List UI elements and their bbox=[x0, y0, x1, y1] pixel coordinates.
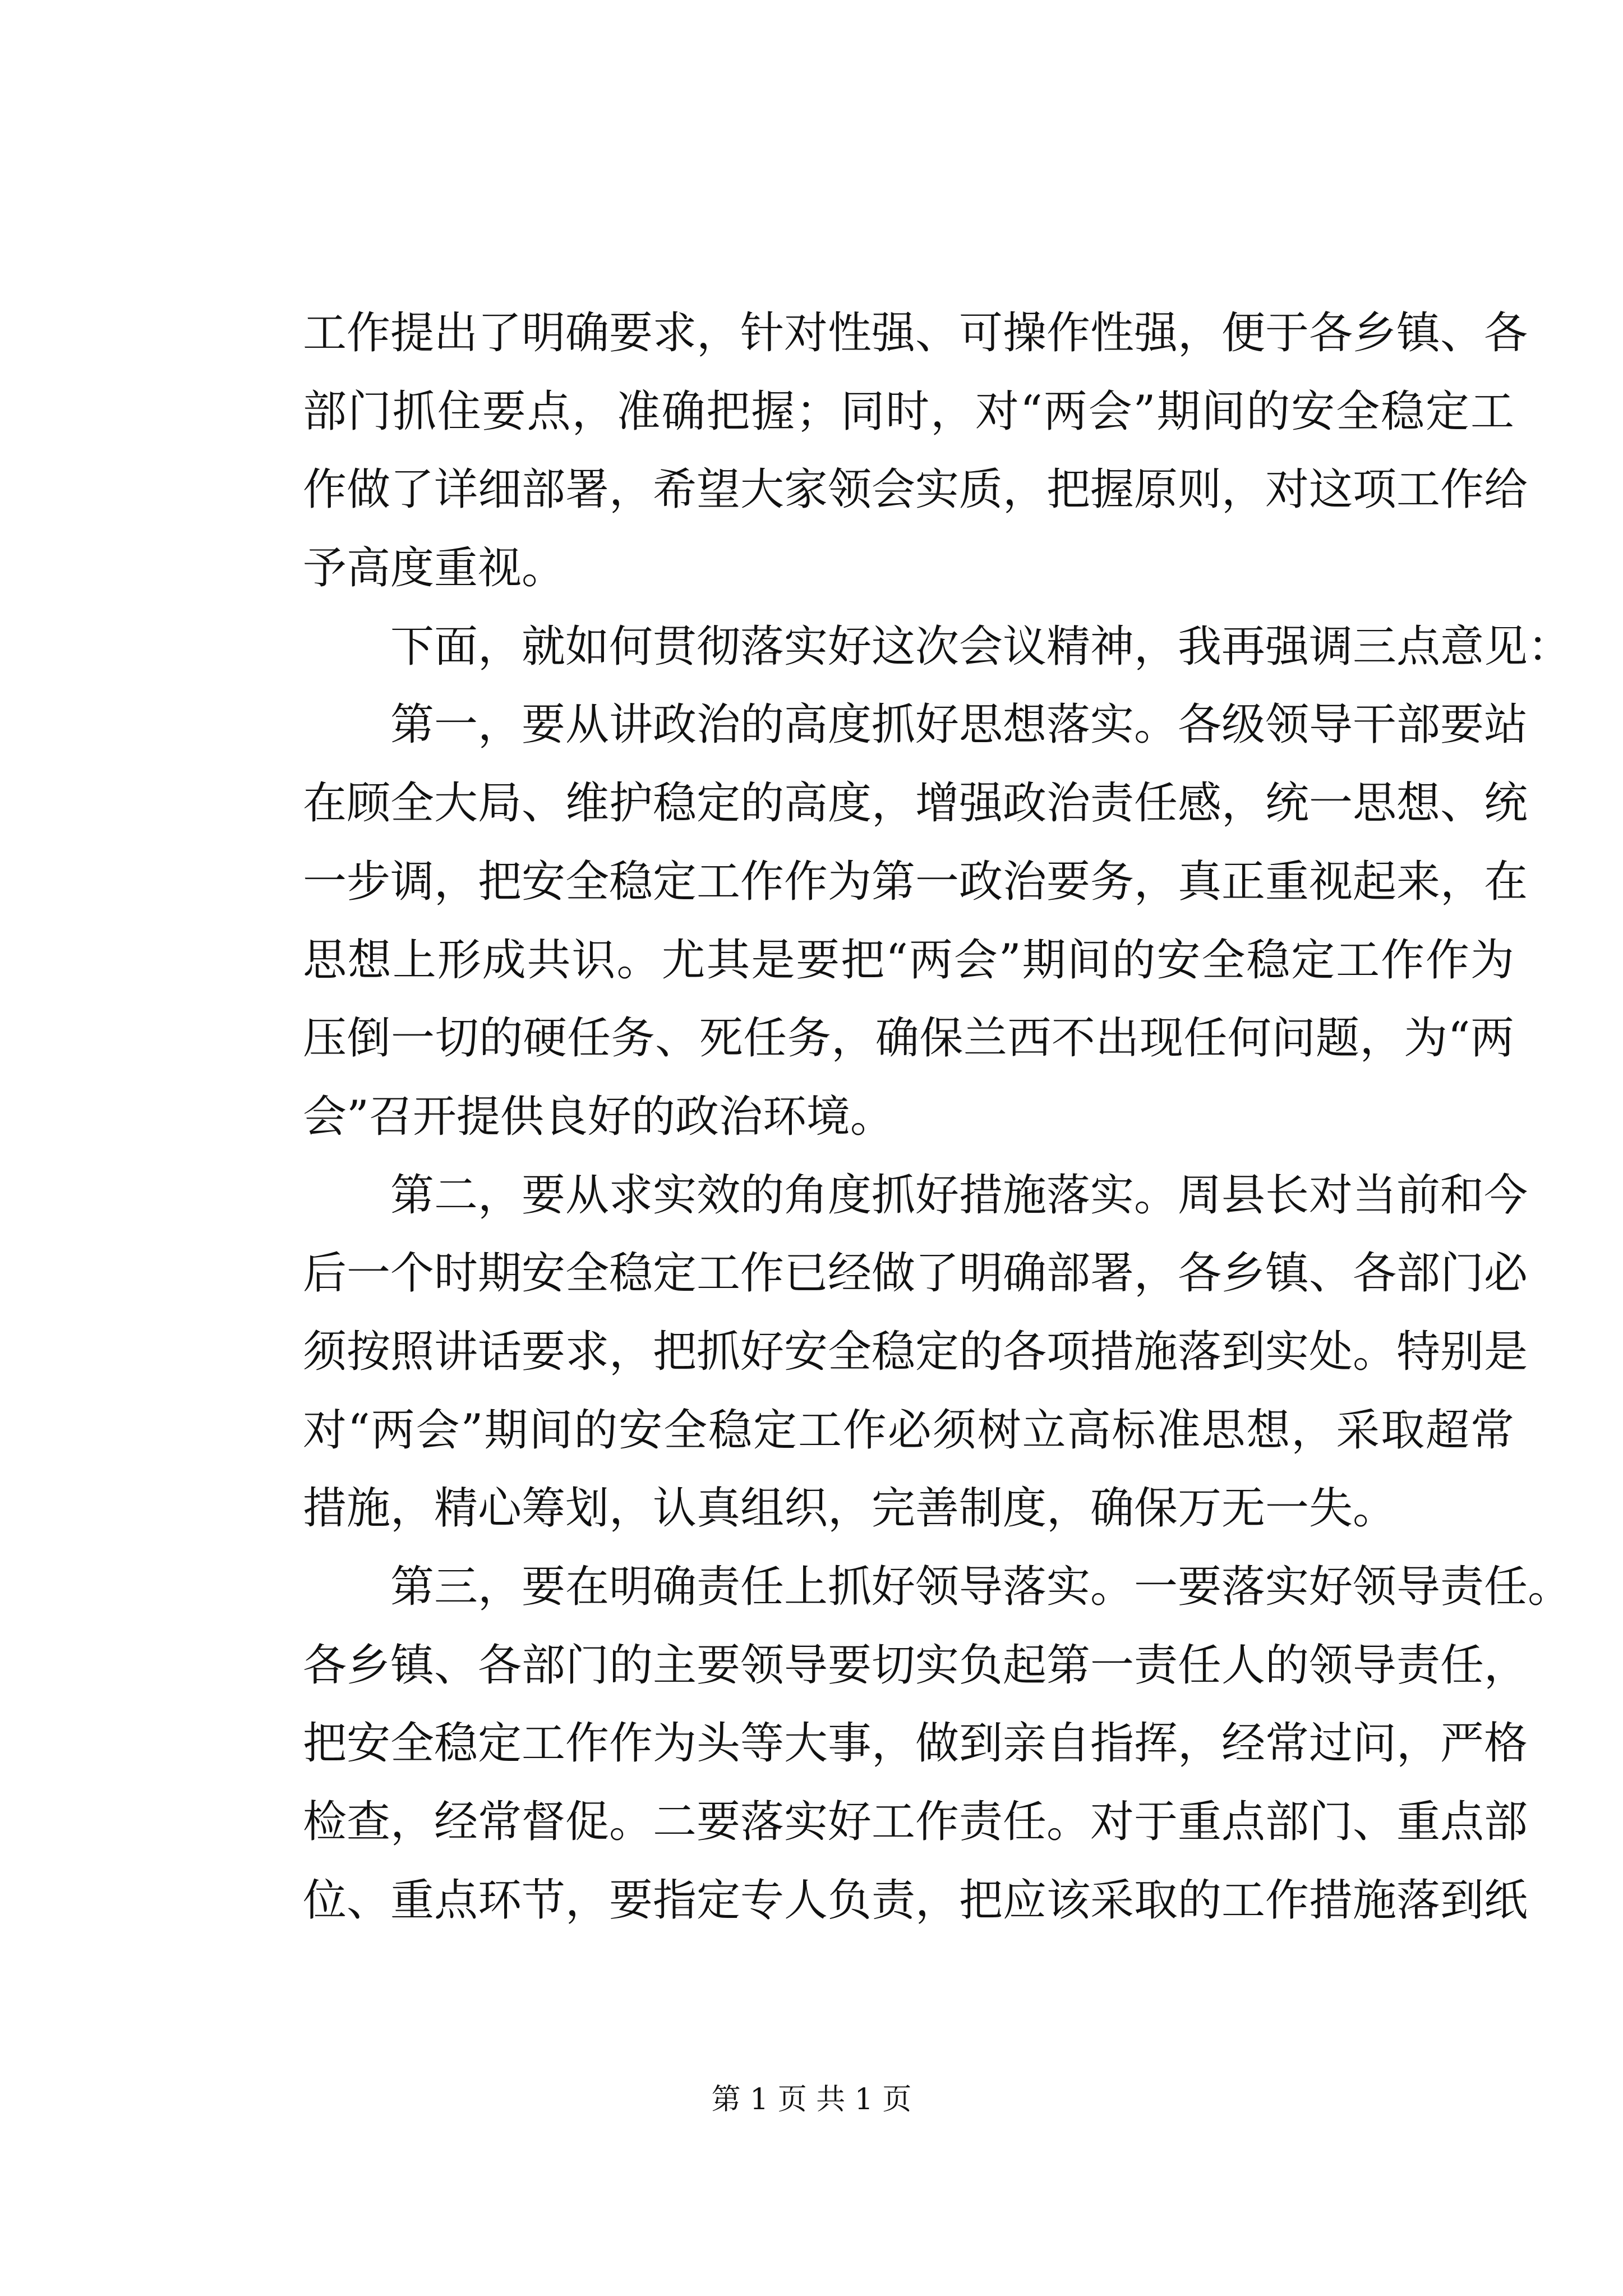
text-line: 各乡镇、各部门的主要领导要切实负起第一责任人的领导责任， bbox=[303, 1640, 1528, 1691]
text-line: 部门抓住要点，准确把握；同时，对“两会”期间的安全稳定工 bbox=[303, 386, 1514, 437]
text-line: 下面，就如何贯彻落实好这次会议精神，我再强调三点意见： bbox=[303, 621, 1572, 672]
text-line: 第三，要在明确责任上抓好领导落实。一要落实好领导责任。 bbox=[303, 1562, 1572, 1612]
text-line: 一步调，把安全稳定工作作为第一政治要务，真正重视起来，在 bbox=[303, 856, 1528, 907]
text-line: 作做了详细部署，希望大家领会实质，把握原则，对这项工作给 bbox=[303, 464, 1528, 516]
text-line: 思想上形成共识。尤其是要把“两会”期间的安全稳定工作作为 bbox=[303, 935, 1514, 986]
body-text bbox=[303, 295, 1572, 1940]
text-line: 位、重点环节，要指定专人负责，把应该采取的工作措施落到纸 bbox=[303, 1875, 1528, 1926]
text-line: 会”召开提供良好的政治环境。 bbox=[303, 1091, 894, 1142]
text-line: 对“两会”期间的安全稳定工作必须树立高标准思想，采取超常 bbox=[303, 1405, 1514, 1456]
text-line: 检查，经常督促。二要落实好工作责任。对于重点部门、重点部 bbox=[303, 1797, 1528, 1848]
page-footer: 第 1 页 共 1 页 bbox=[711, 2083, 912, 2116]
text-line: 把安全稳定工作作为头等大事，做到亲自指挥，经常过问，严格 bbox=[303, 1718, 1528, 1769]
text-line: 措施，精心筹划，认真组织，完善制度，确保万无一失。 bbox=[303, 1483, 1397, 1534]
text-line: 第一，要从讲政治的高度抓好思想落实。各级领导干部要站 bbox=[303, 700, 1528, 751]
text-line: 在顾全大局、维护稳定的高度，增强政治责任感，统一思想、统 bbox=[303, 778, 1528, 829]
text-line: 后一个时期安全稳定工作已经做了明确部署，各乡镇、各部门必 bbox=[303, 1248, 1528, 1299]
text-line: 须按照讲话要求，把抓好安全稳定的各项措施落到实处。特别是 bbox=[303, 1326, 1528, 1377]
text-line: 工作提出了明确要求，针对性强、可操作性强，便于各乡镇、各 bbox=[303, 308, 1528, 358]
text-line: 第二，要从求实效的角度抓好措施落实。周县长对当前和今 bbox=[303, 1170, 1528, 1221]
text-line: 压倒一切的硬任务、死任务，确保兰西不出现任何问题，为“两 bbox=[303, 1013, 1514, 1064]
text-line: 予高度重视。 bbox=[303, 543, 566, 594]
